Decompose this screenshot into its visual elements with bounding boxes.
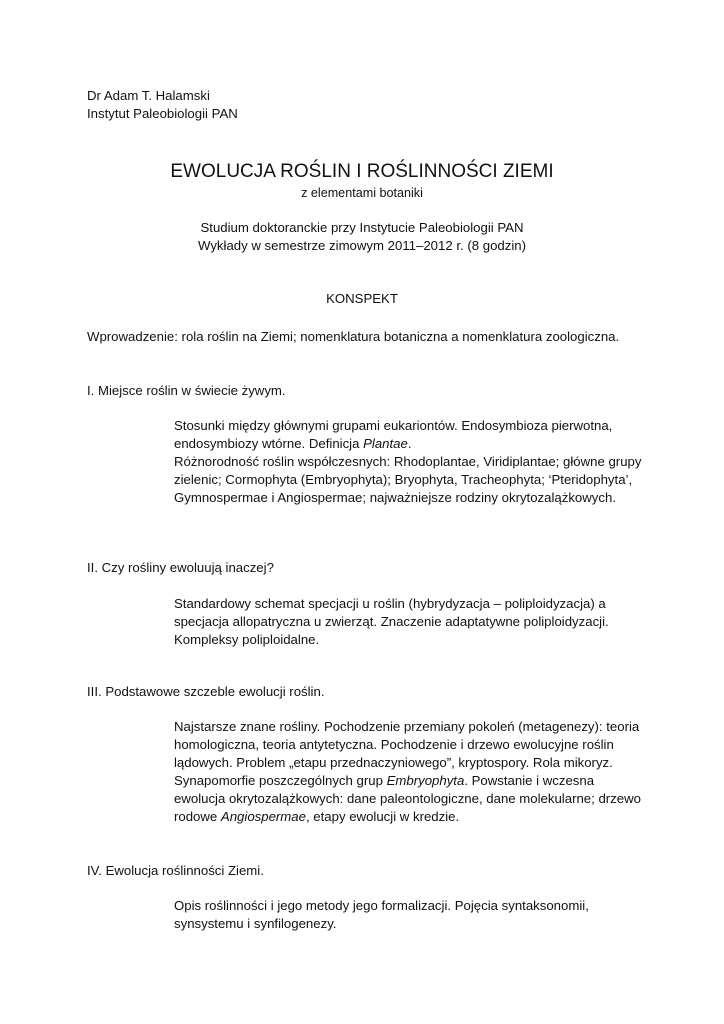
section-4-heading: IV. Ewolucja roślinności Ziemi. [87,863,264,878]
section-1-paragraph-1 [174,417,644,453]
author-institution: Instytut Paleobiologii PAN [87,106,238,121]
author-name: Dr Adam T. Halamski [87,88,210,103]
section-2-heading: II. Czy rośliny ewoluują inaczej? [87,560,274,575]
section-1-paragraph-2: Różnorodność roślin współczesnych: Rhodoplantae, Viridiplantae; główne grupy zielenic; Cormophyta (Embryophyta); Bryophyta, Tracheophyta; ‘Pteridophyta’, Gymnospermae i Angiospermae; najważniejsze rodziny okrytozalążkowych. [174,454,642,505]
section-4-body [174,897,644,933]
section-3-text-c: , etapy ewolucji w kredzie. [305,809,460,824]
study-info [0,219,724,255]
document-title: EWOLUCJA ROŚLIN I ROŚLINNOŚCI ZIEMI [170,161,554,182]
section-1-heading: I. Miejsce roślin w świecie żywym. [87,383,286,398]
section-3-italic-term-1: Embryophyta [386,773,465,788]
section-2-body [174,595,644,649]
section-1-italic-term: Plantae [363,436,408,451]
konspekt-heading: KONSPEKT [326,291,398,306]
section-3-text-a: Najstarsze znane rośliny. Pochodzenie przemiany pokoleń (metagenezy): teoria homologiczna, teoria antytetyczna. Pochodzenie i drzewo ewolucyjne roślin lądowych. Problem „etapu przednaczyniowego”, kryptospory. Rola mikoryz. Synapomorfie poszczególnych grup [174,719,640,788]
section-3-paragraph-1 [174,718,644,826]
section-3-text-b: . Powstanie i wczesna ewolucja okrytozalążkowych: dane paleontologiczne, dane molekularne; drzewo rodowe [174,773,641,824]
section-1-text-end: . [407,436,412,451]
section-3-heading: III. Podstawowe szczeble ewolucji roślin. [87,684,325,699]
document-subtitle: z elementami botaniki [301,186,423,200]
study-line-2: Wykłady w semestrze zimowym 2011–2012 r. (8 godzin) [198,238,526,253]
section-2-paragraph-1: Standardowy schemat specjacji u roślin (hybrydyzacja – poliploidyzacja) a specjacja allopatryczna u zwierząt. Znaczenie adaptatywne poliploidyzacji. Kompleksy poliploidalne. [174,596,609,647]
section-4-paragraph-1: Opis roślinności i jego metody jego formalizacji. Pojęcia syntaksonomii, synsystemu i synfilogenezy. [174,898,589,931]
section-3-body [174,718,644,826]
study-line-1: Studium doktoranckie przy Instytucie Paleobiologii PAN [200,220,524,235]
section-1-body [174,417,644,507]
author-block [87,87,238,123]
intro-paragraph: Wprowadzenie: rola roślin na Ziemi; nomenklatura botaniczna a nomenklatura zoologiczna. [87,329,620,344]
section-1-text: Stosunki między głównymi grupami eukariontów. Endosymbioza pierwotna, endosymbiozy wtórne. Definicja [174,418,613,451]
section-3-italic-term-2: Angiospermae [220,809,306,824]
